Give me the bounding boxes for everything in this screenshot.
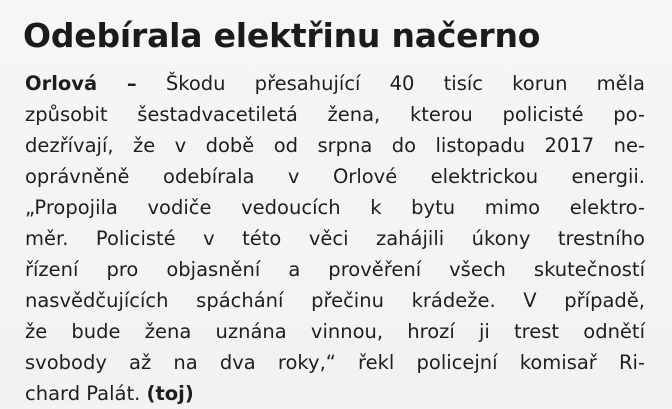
author-signature: (toj) [146,382,194,405]
article-dateline: Orlová – [25,72,137,95]
article-line: že bude žena uznána vinnou, hrozí ji trest odnětí [25,320,645,343]
article-line: způsobit šestadvacetiletá žena, kterou policisté po- [25,103,645,126]
article-line: svobody až na dva roky,“ řekl policejní komisař Ri- [25,351,645,374]
article-line: nasvědčujících spáchání přečinu krádeže. V případě, [25,289,645,312]
article-line: „Propojila vodiče vedoucích k bytu mimo elektro- [25,196,645,219]
article-body [25,68,645,409]
article-line: řízení pro objasnění a prověření všech skutečností [25,258,645,281]
article-line: dezřívají, že v době od srpna do listopadu 2017 ne- [25,134,645,157]
article-line [25,378,645,409]
article-line: měr. Policisté v této věci zahájili úkony trestního [25,227,645,250]
article-headline: Odebírala elektřinu načerno [23,16,541,55]
article-line-text: Škodu přesahující 40 tisíc korun měla [165,72,645,95]
article-line: oprávněně odebírala v Orlové elektrickou energii. [25,165,645,188]
article-line-text: chard Palát. [25,382,141,405]
article-line [25,68,645,99]
